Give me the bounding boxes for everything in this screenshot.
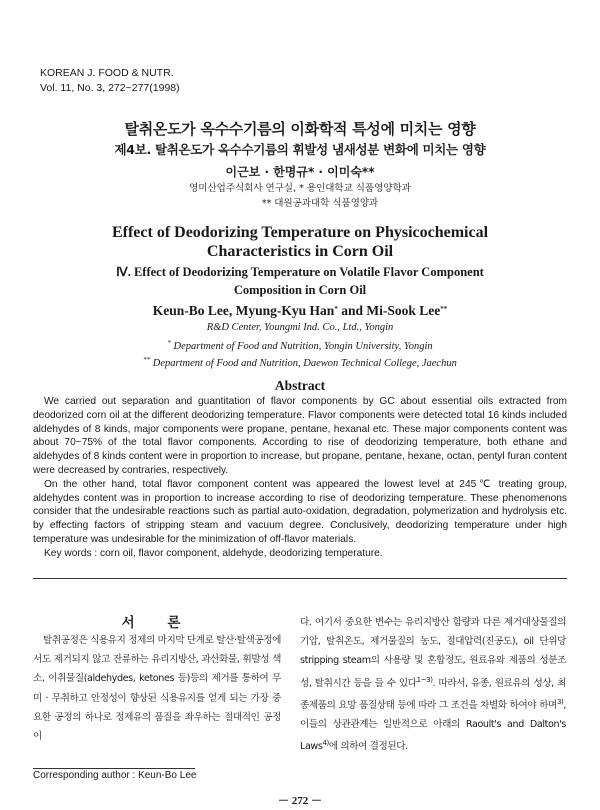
page-number: － 272 － [278, 795, 322, 807]
footnote-divider [33, 768, 195, 769]
english-authors [0, 303, 600, 319]
intro-text-1: 다. 여기서 중요한 변수는 유리지방산 함량과 다른 제거대상물질의 기압, 탈취온도, 제거물질의 농도, 절대압력(진공도), oil 단위당 stripping steam의 사용량 및 혼합정도, 원료유와 제품의 성분조성, 탈취시간 등을 들 수 있다 [300, 617, 566, 689]
english-title-line-1: Effect of Deodorizing Temperature on Physicochemical [111, 224, 489, 241]
korean-authors: 이근보 · 한명규* · 이미숙** [225, 165, 375, 179]
aff-text-3: Department of Food and Nutrition, Daewon Technical College, Jaechun [150, 358, 457, 369]
section-heading: 서 론 [121, 615, 195, 631]
abstract-paragraph-2: On the other hand, total flavor component content was appeared the lowest level at 245℃ treating group, aldehydes content was in proportion to increase according to rise of deodorizing temperature. These phenomenons consider that the undesirable reactions such as partial auto-oxidation, degradation, polymerization and hydrolysis etc. by effecting factors of stripping steam and vacuum degree. Conclusively, deodorizing temperature under high temperature was undesirable for the minimization of off-flavor materials. [33, 478, 567, 545]
intro-text-3: , 이들의 상관관계는 일반적으로 아래의 Raoult's and Dalton's Laws [300, 699, 566, 753]
keywords: Key words : corn oil, flavor component, aldehyde, deodorizing temperature. [44, 547, 383, 559]
intro-text-2: . 따라서, 유종, 원료유의 성상, 최종제품의 요망 품질상태 등에 따라 그 조건을 차별화 하여야 하며 [300, 677, 566, 711]
intro-ref-2: 3) [556, 697, 564, 706]
abstract-body [33, 395, 567, 561]
aff-mark-2: ** [143, 356, 151, 364]
intro-left-column: 탈취공정은 식용유지 정제의 마지막 단계로 탈산·탈색공정에서도 제거되지 않고 잔류하는 유리지방산, 과산화물, 휘발성 색소, 이취물질(aldehydes, ketones 등)등의 제거를 통하여 무미 · 무취하고 안정성이 향상된 식용유지를 얻게 되는 가장 중요한 공정의 하나로 정제유의 품질을 좌우하는 절대적인 공정이 [33, 635, 281, 743]
english-affiliation-3 [0, 356, 600, 369]
authors-main: Keun-Bo Lee, Myung-Kyu Han [152, 303, 335, 318]
section-divider [33, 578, 567, 579]
korean-affiliation-2: ** 대원공과대학 식품영양과 [261, 198, 379, 209]
english-subtitle-line-2: Composition in Corn Oil [233, 283, 367, 297]
intro-ref-1: 1~3) [416, 675, 433, 684]
aff-mark-1: * [167, 339, 171, 347]
aff-text-2: Department of Food and Nutrition, Yongin University, Yongin [170, 341, 433, 352]
journal-volume: Vol. 11, No. 3, 272~277(1998) [40, 82, 180, 94]
intro-text-4: 에 의하여 결정된다. [328, 741, 408, 753]
english-title-line-2: Characteristics in Corn Oil [206, 243, 394, 260]
journal-header [40, 66, 180, 96]
korean-affiliation-1: 영미산업주식회사 연구실, * 용인대학교 식품영양학과 [189, 183, 411, 194]
korean-subtitle: 제4보. 탈취온도가 옥수수기름의 휘발성 냄새성분 변화에 미치는 영향 [114, 142, 486, 157]
korean-title: 탈취온도가 옥수수기름의 이화학적 특성에 미치는 영향 [124, 120, 476, 138]
english-affiliation-1: R&D Center, Youngmi Ind. Co., Ltd., Yongin [206, 322, 394, 333]
abstract-heading: Abstract [274, 378, 326, 393]
journal-name: KOREAN J. FOOD & NUTR. [40, 67, 174, 79]
english-subtitle-line-1: Ⅳ. Effect of Deodorizing Temperature on Volatile Flavor Component [116, 265, 484, 279]
abstract-paragraph-1: We carried out separation and guantitation of flavor components by GC about essential oils extracted from deodorized corn oil at the different deodorizing temperature. Flavor components were detected total 16 kinds included aldehydes of 8 kinds, major components were propane, pentane, hexanal etc. These major components content was about 70~75% of the total flavor components. According to rise of deodorizing temperature, both ethane and aldehydes of 8 kinds content were in proportion to increase, but propane, pentane, hexane, octan, pentyl furan content were decreased by contraries, respectively. [33, 396, 567, 476]
intro-right-column [300, 613, 566, 756]
author-mark-2: ** [440, 305, 448, 313]
intro-ref-3: 4) [322, 739, 329, 748]
english-affiliation-2 [0, 339, 600, 352]
authors-and: and Mi-Sook Lee [337, 303, 441, 318]
author-mark-1: * [334, 305, 338, 313]
corresponding-author: Corresponding author : Keun-Bo Lee [33, 770, 197, 781]
